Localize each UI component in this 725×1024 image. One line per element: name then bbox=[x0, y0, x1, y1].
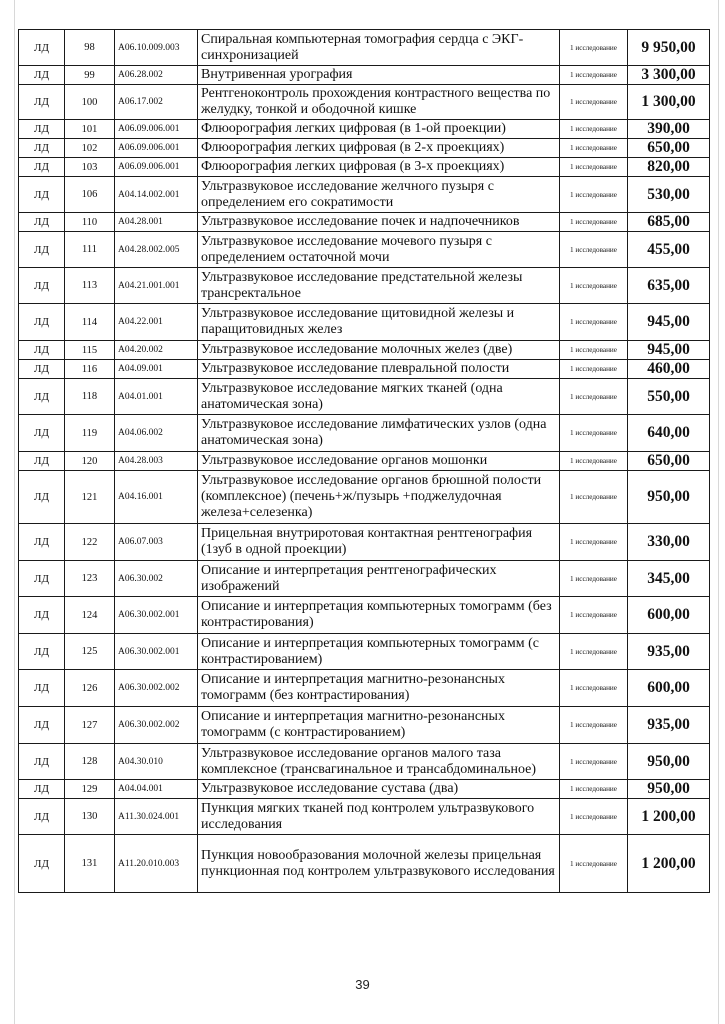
unit-cell: 1 исследование bbox=[560, 415, 628, 452]
row-number-cell: 114 bbox=[65, 304, 115, 341]
service-name-cell: Прицельная внутриротовая контактная рентгенография (1зуб в одной проекции) bbox=[198, 524, 560, 561]
service-code-cell: A06.09.006.001 bbox=[115, 120, 198, 139]
service-name-cell: Ультразвуковое исследование сустава (два) bbox=[198, 780, 560, 799]
price-cell: 935,00 bbox=[628, 634, 710, 670]
unit-cell: 1 исследование bbox=[560, 524, 628, 561]
service-code-cell: A04.16.001 bbox=[115, 471, 198, 524]
row-number-cell: 101 bbox=[65, 120, 115, 139]
row-number-cell: 100 bbox=[65, 85, 115, 120]
service-name-cell: Флюорография легких цифровая (в 2-х проекциях) bbox=[198, 139, 560, 158]
unit-cell: 1 исследование bbox=[560, 744, 628, 780]
row-number-cell: 122 bbox=[65, 524, 115, 561]
price-cell: 635,00 bbox=[628, 268, 710, 304]
table-row bbox=[19, 379, 710, 415]
unit-cell: 1 исследование bbox=[560, 30, 628, 66]
price-cell: 945,00 bbox=[628, 304, 710, 341]
price-cell: 600,00 bbox=[628, 670, 710, 707]
row-number-cell: 102 bbox=[65, 139, 115, 158]
unit-cell: 1 исследование bbox=[560, 85, 628, 120]
service-name-cell: Рентгеноконтроль прохождения контрастного вещества по желудку, тонкой и ободочной кишке bbox=[198, 85, 560, 120]
row-number-cell: 127 bbox=[65, 707, 115, 744]
price-cell: 1 300,00 bbox=[628, 85, 710, 120]
service-name-cell: Описание и интерпретация магнитно-резонансных томограмм (с контрастированием) bbox=[198, 707, 560, 744]
service-name-cell: Ультразвуковое исследование почек и надпочечников bbox=[198, 213, 560, 232]
row-number-cell: 129 bbox=[65, 780, 115, 799]
department-cell: ЛД bbox=[19, 415, 65, 452]
department-cell: ЛД bbox=[19, 304, 65, 341]
service-code-cell: A04.30.010 bbox=[115, 744, 198, 780]
price-list-body bbox=[19, 30, 710, 893]
service-code-cell: A06.09.006.001 bbox=[115, 139, 198, 158]
service-name-cell: Описание и интерпретация компьютерных томограмм (с контрастированием) bbox=[198, 634, 560, 670]
unit-cell: 1 исследование bbox=[560, 139, 628, 158]
table-row bbox=[19, 213, 710, 232]
unit-cell: 1 исследование bbox=[560, 304, 628, 341]
row-number-cell: 125 bbox=[65, 634, 115, 670]
department-cell: ЛД bbox=[19, 707, 65, 744]
service-name-cell: Ультразвуковое исследование органов малого таза комплексное (трансвагинальное и трансабдоминальное) bbox=[198, 744, 560, 780]
service-name-cell: Флюорография легких цифровая (в 1-ой проекции) bbox=[198, 120, 560, 139]
unit-cell: 1 исследование bbox=[560, 232, 628, 268]
service-code-cell: A06.07.003 bbox=[115, 524, 198, 561]
unit-cell: 1 исследование bbox=[560, 634, 628, 670]
service-code-cell: A06.30.002.001 bbox=[115, 634, 198, 670]
service-name-cell: Ультразвуковое исследование желчного пузыря с определением его сократимости bbox=[198, 177, 560, 213]
table-row bbox=[19, 268, 710, 304]
table-row bbox=[19, 341, 710, 360]
unit-cell: 1 исследование bbox=[560, 707, 628, 744]
service-code-cell: A06.09.006.001 bbox=[115, 158, 198, 177]
department-cell: ЛД bbox=[19, 66, 65, 85]
row-number-cell: 113 bbox=[65, 268, 115, 304]
service-code-cell: A04.14.002.001 bbox=[115, 177, 198, 213]
table-row bbox=[19, 707, 710, 744]
row-number-cell: 118 bbox=[65, 379, 115, 415]
unit-cell: 1 исследование bbox=[560, 597, 628, 634]
row-number-cell: 130 bbox=[65, 799, 115, 835]
service-name-cell: Ультразвуковое исследование плевральной полости bbox=[198, 360, 560, 379]
row-number-cell: 110 bbox=[65, 213, 115, 232]
table-row bbox=[19, 85, 710, 120]
service-name-cell: Флюорография легких цифровая (в 3-х проекциях) bbox=[198, 158, 560, 177]
service-code-cell: A04.21.001.001 bbox=[115, 268, 198, 304]
scan-edge-right bbox=[718, 0, 719, 1024]
price-cell: 640,00 bbox=[628, 415, 710, 452]
department-cell: ЛД bbox=[19, 120, 65, 139]
service-code-cell: A06.30.002.002 bbox=[115, 670, 198, 707]
table-row bbox=[19, 139, 710, 158]
department-cell: ЛД bbox=[19, 561, 65, 597]
service-name-cell: Внутривенная урография bbox=[198, 66, 560, 85]
row-number-cell: 106 bbox=[65, 177, 115, 213]
department-cell: ЛД bbox=[19, 360, 65, 379]
price-cell: 455,00 bbox=[628, 232, 710, 268]
price-cell: 1 200,00 bbox=[628, 799, 710, 835]
price-cell: 950,00 bbox=[628, 744, 710, 780]
unit-cell: 1 исследование bbox=[560, 158, 628, 177]
department-cell: ЛД bbox=[19, 158, 65, 177]
unit-cell: 1 исследование bbox=[560, 835, 628, 893]
unit-cell: 1 исследование bbox=[560, 120, 628, 139]
table-row bbox=[19, 835, 710, 893]
unit-cell: 1 исследование bbox=[560, 471, 628, 524]
department-cell: ЛД bbox=[19, 670, 65, 707]
department-cell: ЛД bbox=[19, 85, 65, 120]
service-code-cell: A04.04.001 bbox=[115, 780, 198, 799]
department-cell: ЛД bbox=[19, 597, 65, 634]
service-name-cell: Описание и интерпретация магнитно-резонансных томограмм (без контрастирования) bbox=[198, 670, 560, 707]
service-name-cell: Ультразвуковое исследование молочных желез (две) bbox=[198, 341, 560, 360]
row-number-cell: 128 bbox=[65, 744, 115, 780]
row-number-cell: 115 bbox=[65, 341, 115, 360]
service-code-cell: A04.09.001 bbox=[115, 360, 198, 379]
department-cell: ЛД bbox=[19, 341, 65, 360]
price-cell: 460,00 bbox=[628, 360, 710, 379]
service-code-cell: A04.20.002 bbox=[115, 341, 198, 360]
price-cell: 330,00 bbox=[628, 524, 710, 561]
service-code-cell: A06.17.002 bbox=[115, 85, 198, 120]
price-cell: 935,00 bbox=[628, 707, 710, 744]
price-list-table bbox=[18, 29, 710, 893]
price-cell: 600,00 bbox=[628, 597, 710, 634]
unit-cell: 1 исследование bbox=[560, 213, 628, 232]
service-code-cell: A04.06.002 bbox=[115, 415, 198, 452]
unit-cell: 1 исследование bbox=[560, 561, 628, 597]
row-number-cell: 121 bbox=[65, 471, 115, 524]
unit-cell: 1 исследование bbox=[560, 341, 628, 360]
service-code-cell: A06.28.002 bbox=[115, 66, 198, 85]
unit-cell: 1 исследование bbox=[560, 379, 628, 415]
table-row bbox=[19, 304, 710, 341]
service-name-cell: Пункция новообразования молочной железы прицельная пункционная под контролем ультразвукового исследования bbox=[198, 835, 560, 893]
service-name-cell: Ультразвуковое исследование щитовидной железы и паращитовидных желез bbox=[198, 304, 560, 341]
unit-cell: 1 исследование bbox=[560, 360, 628, 379]
price-cell: 945,00 bbox=[628, 341, 710, 360]
table-row bbox=[19, 561, 710, 597]
service-code-cell: A04.28.002.005 bbox=[115, 232, 198, 268]
table-row bbox=[19, 744, 710, 780]
table-row bbox=[19, 30, 710, 66]
price-cell: 650,00 bbox=[628, 452, 710, 471]
department-cell: ЛД bbox=[19, 634, 65, 670]
unit-cell: 1 исследование bbox=[560, 66, 628, 85]
service-name-cell: Ультразвуковое исследование органов мошонки bbox=[198, 452, 560, 471]
department-cell: ЛД bbox=[19, 379, 65, 415]
service-code-cell: A11.20.010.003 bbox=[115, 835, 198, 893]
service-code-cell: A06.30.002.001 bbox=[115, 597, 198, 634]
table-row bbox=[19, 452, 710, 471]
unit-cell: 1 исследование bbox=[560, 268, 628, 304]
service-code-cell: A11.30.024.001 bbox=[115, 799, 198, 835]
department-cell: ЛД bbox=[19, 232, 65, 268]
table-row bbox=[19, 177, 710, 213]
department-cell: ЛД bbox=[19, 524, 65, 561]
department-cell: ЛД bbox=[19, 268, 65, 304]
table-row bbox=[19, 120, 710, 139]
price-cell: 1 200,00 bbox=[628, 835, 710, 893]
department-cell: ЛД bbox=[19, 835, 65, 893]
price-cell: 3 300,00 bbox=[628, 66, 710, 85]
table-row bbox=[19, 670, 710, 707]
table-row bbox=[19, 232, 710, 268]
table-row bbox=[19, 415, 710, 452]
price-cell: 685,00 bbox=[628, 213, 710, 232]
department-cell: ЛД bbox=[19, 30, 65, 66]
price-cell: 345,00 bbox=[628, 561, 710, 597]
table-row bbox=[19, 780, 710, 799]
table-row bbox=[19, 634, 710, 670]
service-code-cell: A06.30.002.002 bbox=[115, 707, 198, 744]
department-cell: ЛД bbox=[19, 177, 65, 213]
price-cell: 9 950,00 bbox=[628, 30, 710, 66]
service-code-cell: A04.01.001 bbox=[115, 379, 198, 415]
department-cell: ЛД bbox=[19, 780, 65, 799]
row-number-cell: 120 bbox=[65, 452, 115, 471]
unit-cell: 1 исследование bbox=[560, 177, 628, 213]
row-number-cell: 124 bbox=[65, 597, 115, 634]
service-name-cell: Спиральная компьютерная томография сердца с ЭКГ-синхронизацией bbox=[198, 30, 560, 66]
department-cell: ЛД bbox=[19, 139, 65, 158]
service-name-cell: Описание и интерпретация компьютерных томограмм (без контрастирования) bbox=[198, 597, 560, 634]
row-number-cell: 111 bbox=[65, 232, 115, 268]
department-cell: ЛД bbox=[19, 744, 65, 780]
service-name-cell: Описание и интерпретация рентгенографических изображений bbox=[198, 561, 560, 597]
row-number-cell: 99 bbox=[65, 66, 115, 85]
unit-cell: 1 исследование bbox=[560, 799, 628, 835]
row-number-cell: 98 bbox=[65, 30, 115, 66]
price-cell: 650,00 bbox=[628, 139, 710, 158]
service-code-cell: A06.30.002 bbox=[115, 561, 198, 597]
price-cell: 820,00 bbox=[628, 158, 710, 177]
table-row bbox=[19, 360, 710, 379]
price-cell: 530,00 bbox=[628, 177, 710, 213]
unit-cell: 1 исследование bbox=[560, 452, 628, 471]
department-cell: ЛД bbox=[19, 213, 65, 232]
price-cell: 950,00 bbox=[628, 780, 710, 799]
unit-cell: 1 исследование bbox=[560, 780, 628, 799]
department-cell: ЛД bbox=[19, 471, 65, 524]
service-name-cell: Ультразвуковое исследование предстательной железы трансректальное bbox=[198, 268, 560, 304]
row-number-cell: 116 bbox=[65, 360, 115, 379]
table-row bbox=[19, 158, 710, 177]
service-name-cell: Ультразвуковое исследование мочевого пузыря с определением остаточной мочи bbox=[198, 232, 560, 268]
scan-edge-left bbox=[14, 0, 15, 1024]
row-number-cell: 119 bbox=[65, 415, 115, 452]
row-number-cell: 123 bbox=[65, 561, 115, 597]
price-cell: 950,00 bbox=[628, 471, 710, 524]
page-number: 39 bbox=[355, 977, 370, 992]
service-code-cell: A04.22.001 bbox=[115, 304, 198, 341]
price-cell: 390,00 bbox=[628, 120, 710, 139]
table-row bbox=[19, 597, 710, 634]
department-cell: ЛД bbox=[19, 452, 65, 471]
service-code-cell: A06.10.009.003 bbox=[115, 30, 198, 66]
service-name-cell: Ультразвуковое исследование лимфатических узлов (одна анатомическая зона) bbox=[198, 415, 560, 452]
service-code-cell: A04.28.003 bbox=[115, 452, 198, 471]
table-row bbox=[19, 471, 710, 524]
department-cell: ЛД bbox=[19, 799, 65, 835]
price-cell: 550,00 bbox=[628, 379, 710, 415]
table-row bbox=[19, 66, 710, 85]
service-name-cell: Ультразвуковое исследование мягких тканей (одна анатомическая зона) bbox=[198, 379, 560, 415]
table-row bbox=[19, 524, 710, 561]
service-code-cell: A04.28.001 bbox=[115, 213, 198, 232]
row-number-cell: 126 bbox=[65, 670, 115, 707]
service-name-cell: Пункция мягких тканей под контролем ультразвукового исследования bbox=[198, 799, 560, 835]
unit-cell: 1 исследование bbox=[560, 670, 628, 707]
table-row bbox=[19, 799, 710, 835]
row-number-cell: 131 bbox=[65, 835, 115, 893]
service-name-cell: Ультразвуковое исследование органов брюшной полости (комплексное) (печень+ж/пузырь +поджелудочная железа+селезенка) bbox=[198, 471, 560, 524]
row-number-cell: 103 bbox=[65, 158, 115, 177]
